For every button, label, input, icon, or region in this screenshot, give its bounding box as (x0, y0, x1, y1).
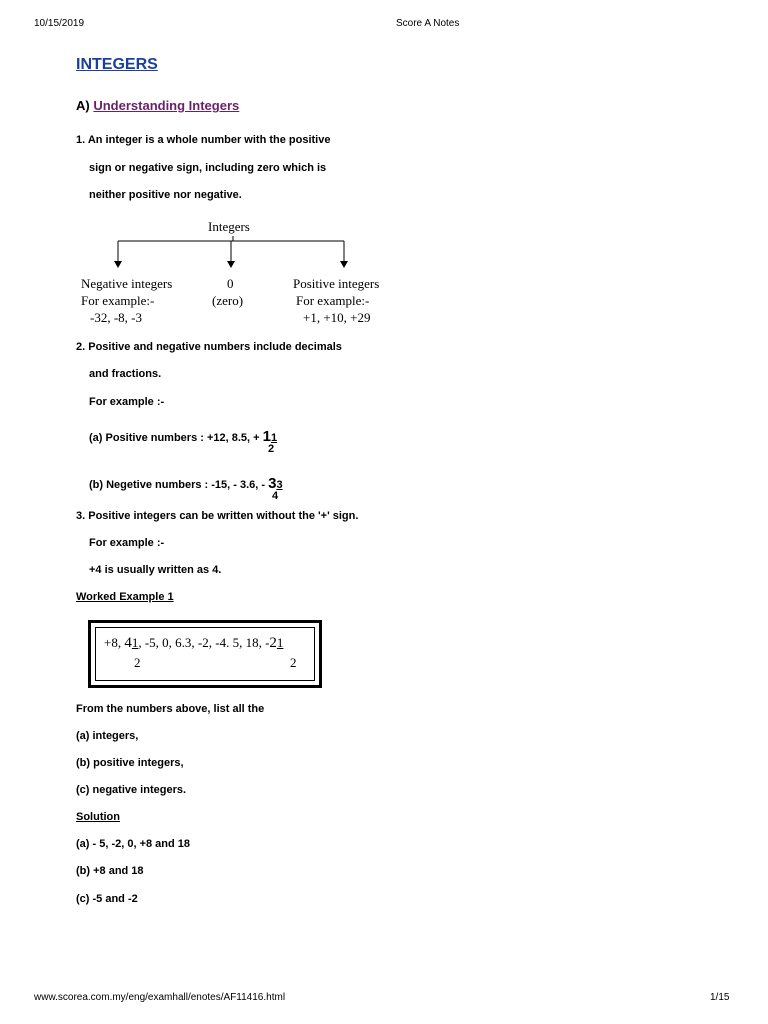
point3-line1: 3. Positive integers can be written without the '+' sign. (76, 510, 359, 522)
solution-c: (c) -5 and -2 (76, 893, 138, 905)
numbers-numerator1: 1 (131, 635, 139, 650)
page-number: 1/15 (710, 992, 730, 1003)
worked-example-box (88, 620, 322, 688)
numbers-whole1: 4 (124, 635, 132, 651)
footer-url[interactable]: www.scorea.com.my/eng/examhall/enotes/AF11416.html (34, 992, 286, 1003)
point2-a-denominator: 2 (268, 443, 275, 455)
section-heading (76, 98, 239, 113)
point1-line1: 1. An integer is a whole number with the positive (76, 134, 331, 146)
diagram-tree-lines (100, 236, 360, 272)
numbers-part2: , -5, 0, 6.3, -2, -4. 5, 18, - (138, 635, 270, 650)
worked-example-heading: Worked Example 1 (76, 591, 174, 603)
zero-sub: (zero) (212, 293, 244, 308)
negative-example-label: For example:- (81, 293, 155, 308)
worked-question-c: (c) negative integers. (76, 784, 187, 796)
point2-b-whole: 3 (268, 475, 277, 492)
point2-b-text: (b) Negetive numbers : -15, - 3.6, - (89, 479, 266, 491)
point2-a-numerator: 1 (270, 432, 278, 444)
positive-integers-title: Positive integers (293, 276, 380, 291)
worked-example-numbers (104, 635, 283, 652)
point1-line3: neither positive nor negative. (89, 189, 242, 201)
site-title: Score A Notes (396, 18, 460, 29)
diagram-root-label: Integers (208, 219, 250, 234)
point2-example: For example :- (89, 396, 165, 408)
point1-line2: sign or negative sign, including zero which is (89, 162, 327, 174)
solution-b: (b) +8 and 18 (76, 865, 144, 877)
solution-a: (a) - 5, -2, 0, +8 and 18 (76, 838, 191, 850)
point2-a-text: (a) Positive numbers : +12, 8.5, + (89, 432, 260, 444)
worked-question: From the numbers above, list all the (76, 703, 265, 715)
print-date: 10/15/2019 (34, 18, 85, 29)
point3-line3: +4 is usually written as 4. (89, 564, 222, 576)
point2-b (89, 475, 283, 492)
negative-example-values: -32, -8, -3 (90, 310, 142, 325)
point2-a (89, 428, 277, 445)
numbers-denominator2: 2 (290, 655, 297, 670)
point2-a-whole: 1 (262, 428, 271, 445)
point2-line2: and fractions. (89, 368, 162, 380)
point2-b-numerator: 3 (276, 479, 283, 491)
point3-example: For example :- (89, 537, 165, 549)
worked-question-a: (a) integers, (76, 730, 139, 742)
solution-heading: Solution (76, 811, 120, 823)
positive-example-label: For example:- (296, 293, 370, 308)
point2-b-denominator: 4 (272, 490, 279, 502)
numbers-numerator2: 1 (276, 635, 284, 650)
section-letter: A) (76, 98, 90, 113)
numbers-part1: +8, (104, 635, 122, 650)
numbers-denominator1: 2 (134, 655, 141, 670)
zero-title: 0 (227, 276, 234, 291)
point2-line1: 2. Positive and negative numbers include decimals (76, 341, 342, 353)
negative-integers-title: Negative integers (81, 276, 173, 291)
worked-question-b: (b) positive integers, (76, 757, 184, 769)
section-title: Understanding Integers (93, 98, 240, 113)
page-title: INTEGERS (76, 56, 158, 73)
positive-example-values: +1, +10, +29 (303, 310, 371, 325)
numbers-whole2: 2 (269, 635, 277, 651)
